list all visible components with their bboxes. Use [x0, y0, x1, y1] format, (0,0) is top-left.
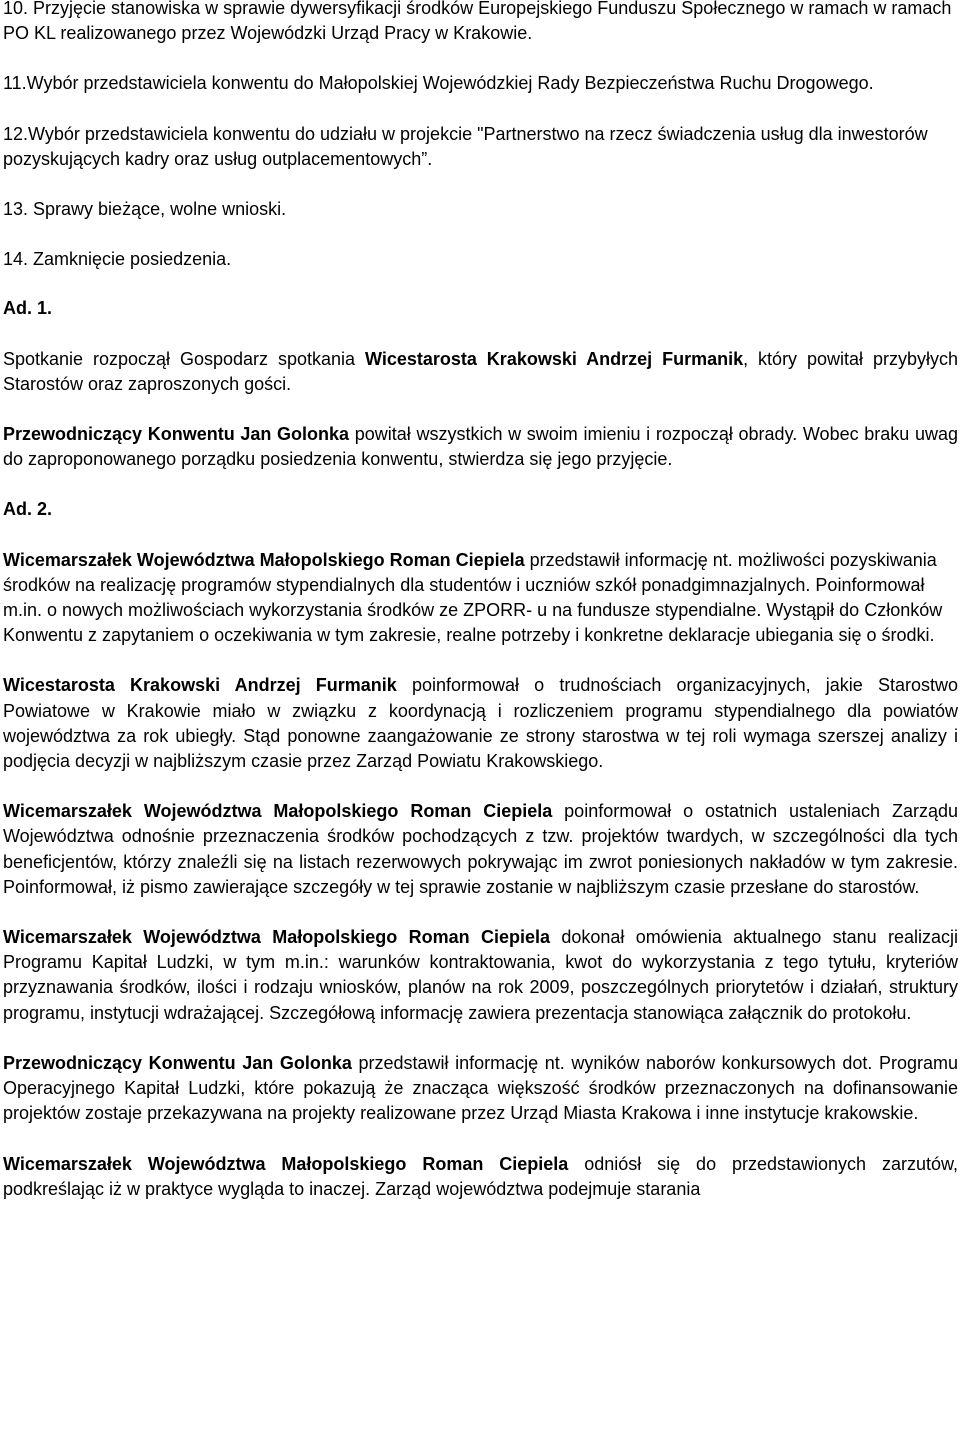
- ad2-paragraph-3: [3, 799, 958, 900]
- text: Spotkanie rozpoczął Gospodarz spotkania: [3, 348, 365, 369]
- ad2-paragraph-5: [3, 1051, 958, 1127]
- text: odniósł się do przedstawionych zarzutów, podkreślając iż w praktyce wygląda to inaczej. Zarząd województwa podejmuje starania: [3, 1153, 959, 1199]
- section-heading-ad1: Ad. 1.: [3, 298, 53, 319]
- text: powitał wszystkich w swoim imieniu i rozpoczął obrady. Wobec braku uwag do zaproponowanego porządku posiedzenia konwentu, stwierdza się jego przyjęcie.: [3, 424, 958, 470]
- ad2-paragraph-2: [3, 673, 958, 774]
- speaker-name: Wicestarosta Krakowski Andrzej Furmanik: [3, 675, 397, 696]
- text: przedstawił informację nt. wyników naborów konkursowych dot. Programu Operacyjnego Kapitał Ludzki, które pokazują że znacząca większość środków przeznaczonych na dofinansowanie projektów zostaje przekazywana na projekty realizowane przez Urząd Miasta Krakowa i inne instytucje krakowskie.: [3, 1052, 958, 1124]
- agenda-item-14: 14. Zamknięcie posiedzenia.: [3, 249, 232, 270]
- speaker-name: Wicemarszałek Województwa Małopolskiego Roman Ciepiela: [3, 1153, 569, 1174]
- spacer: [3, 272, 958, 296]
- ad2-paragraph-1: [3, 548, 958, 649]
- text: poinformował o trudnościach organizacyjnych, jakie Starostwo Powiatowe w Krakowie miało w związku z koordynacją i rozliczeniem programu stypendialnego dla powiatów województwa za rok ubiegły. Stąd ponowne zaangażowanie ze strony starostwa w tej roli wymaga szerszej analizy i podjęcia decyzji w najbliższym czasie przez Zarząd Powiatu Krakowskiego.: [3, 675, 958, 772]
- speaker-name: Wicestarosta Krakowski Andrzej Furmanik: [364, 348, 744, 369]
- ad1-paragraph-2: [3, 422, 958, 472]
- agenda-list: [3, 0, 958, 272]
- text: przedstawił informację nt. możliwości pozyskiwania środków na realizację programów stypendialnych dla studentów i uczniów szkół ponadgimnazjalnych. Poinformował m.in. o nowych możliwościach wykorzystania środków ze ZPORR- u na fundusze stypendialne. Wystąpił do Członków Konwentu z zapytaniem o oczekiwania w tym zakresie, realne potrzeby i konkretne deklaracje ubiegania się o środki.: [3, 549, 943, 646]
- speaker-name: Przewodniczący Konwentu Jan Golonka: [3, 1052, 352, 1073]
- ad2-paragraph-6: [3, 1152, 958, 1202]
- agenda-item-10: 10. Przyjęcie stanowiska w sprawie dywersyfikacji środków Europejskiego Funduszu Społecznego w ramach w ramach PO KL realizowanego przez Wojewódzki Urząd Pracy w Krakowie.: [3, 0, 952, 44]
- ad1-paragraph-1: [3, 347, 958, 397]
- agenda-item-13: 13. Sprawy bieżące, wolne wnioski.: [3, 199, 287, 220]
- speaker-name: Wicemarszałek Województwa Małopolskiego Roman Ciepiela: [3, 801, 553, 822]
- speaker-name: Przewodniczący Konwentu Jan Golonka: [3, 424, 350, 445]
- ad2-paragraph-4: [3, 925, 958, 1026]
- text: poinformował o ostatnich ustaleniach Zarządu Województwa odnośnie przeznaczenia środków pochodzących z tzw. projektów twardych, w szczególności dla tych beneficjentów, którzy znaleźli się na listach rezerwowych pokrywając im zwrot poniesionych nakładów w tym zakresie. Poinformował, iż pismo zawierające szczegóły w tej sprawie zostanie w najbliższym czasie przesłane do starostów.: [3, 801, 958, 897]
- text: dokonał omówienia aktualnego stanu realizacji Programu Kapitał Ludzki, w tym m.in.: warunków kontraktowania, kwot do wykorzystania z tego tytułu, kryteriów przyznawania środków, ilości i rodzaju wniosków, planów na rok 2009, poszczególnych priorytetów i działań, struktury programu, instytucji wdrażającej. Szczegółową informację zawiera prezentacja stanowiąca załącznik do protokołu.: [3, 927, 959, 1023]
- speaker-name: Wicemarszałek Województwa Małopolskiego Roman Ciepiela: [3, 927, 551, 948]
- section-heading-ad2: Ad. 2.: [3, 499, 53, 520]
- agenda-item-11: 11.Wybór przedstawiciela konwentu do Małopolskiej Wojewódzkiej Rady Bezpieczeństwa Ruchu Drogowego.: [3, 73, 874, 94]
- agenda-item-12: 12.Wybór przedstawiciela konwentu do udziału w projekcie "Partnerstwo na rzecz świadczenia usług dla inwestorów pozyskujących kadry oraz usług outplacementowych”.: [3, 123, 928, 169]
- text: , który powitał przybyłych Starostów oraz zaproszonych gości.: [3, 348, 959, 394]
- speaker-name: Wicemarszałek Województwa Małopolskiego Roman Ciepiela: [3, 549, 525, 570]
